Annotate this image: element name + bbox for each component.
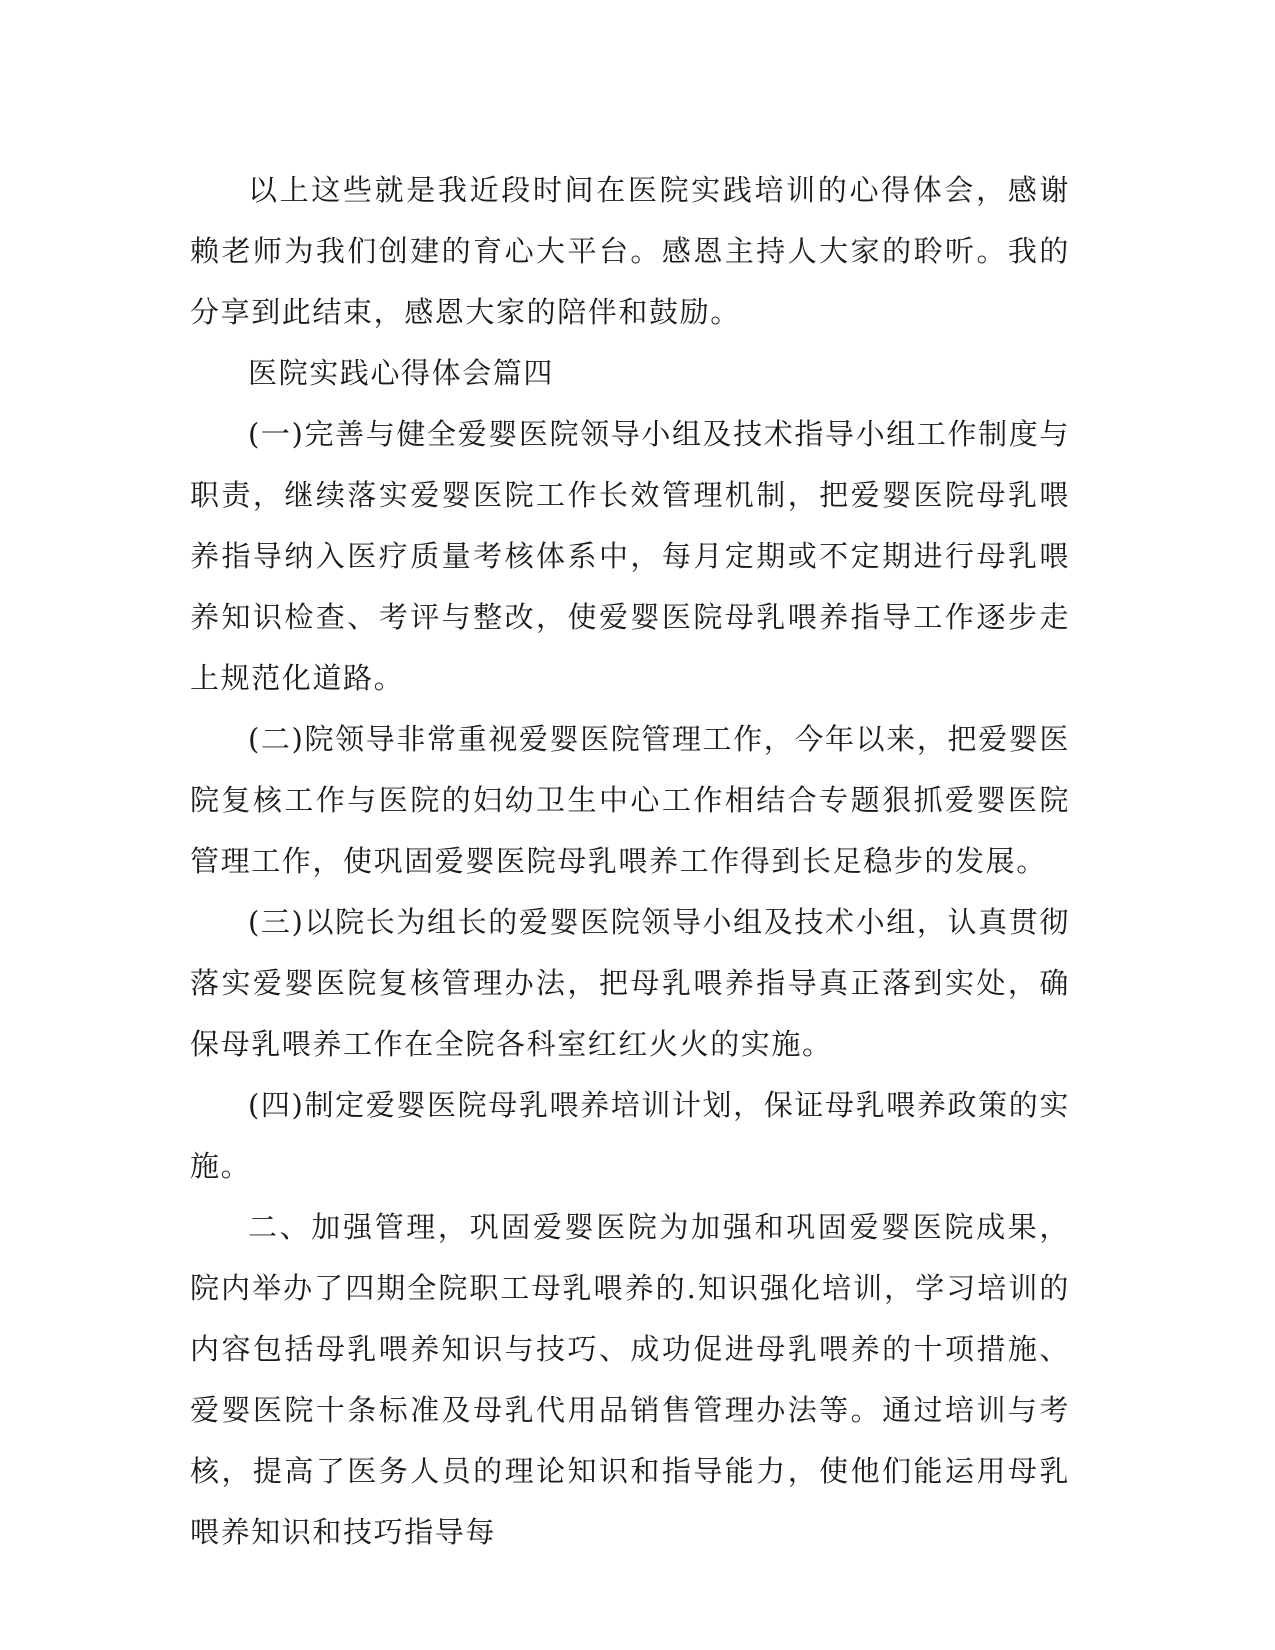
paragraph-item-2: (二)院领导非常重视爱婴医院管理工作，今年以来，把爱婴医院复核工作与医院的妇幼卫生中心工作相结合专题狠抓爱婴医院管理工作，使巩固爱婴医院母乳喂养工作得到长足稳步的发展。 xyxy=(190,722,1070,878)
paragraph-item-4: (四)制定爱婴医院母乳喂养培训计划，保证母乳喂养政策的实施。 xyxy=(190,1088,1070,1183)
section-heading: 医院实践心得体会篇四 xyxy=(248,356,555,390)
paragraph-closing-remarks: 以上这些就是我近段时间在医院实践培训的心得体会，感谢赖老师为我们创建的育心大平台。感恩主持人大家的聆听。我的分享到此结束，感恩大家的陪伴和鼓励。 xyxy=(190,173,1070,329)
paragraph-item-3: (三)以院长为组长的爱婴医院领导小组及技术小组，认真贯彻落实爱婴医院复核管理办法，把母乳喂养指导真正落到实处，确保母乳喂养工作在全院各科室红红火火的实施。 xyxy=(190,905,1070,1061)
document-body xyxy=(190,160,1070,1563)
paragraph-item-1: (一)完善与健全爱婴医院领导小组及技术指导小组工作制度与职责，继续落实爱婴医院工作长效管理机制，把爱婴医院母乳喂养指导纳入医疗质量考核体系中，每月定期或不定期进行母乳喂养知识检查、考评与整改，使爱婴医院母乳喂养指导工作逐步走上规范化道路。 xyxy=(190,417,1070,695)
paragraph-section-2: 二、加强管理，巩固爱婴医院为加强和巩固爱婴医院成果，院内举办了四期全院职工母乳喂养的.知识强化培训，学习培训的内容包括母乳喂养知识与技巧、成功促进母乳喂养的十项措施、爱婴医院十条标准及母乳代用品销售管理办法等。通过培训与考核，提高了医务人员的理论知识和指导能力，使他们能运用母乳喂养知识和技巧指导每 xyxy=(190,1210,1070,1549)
